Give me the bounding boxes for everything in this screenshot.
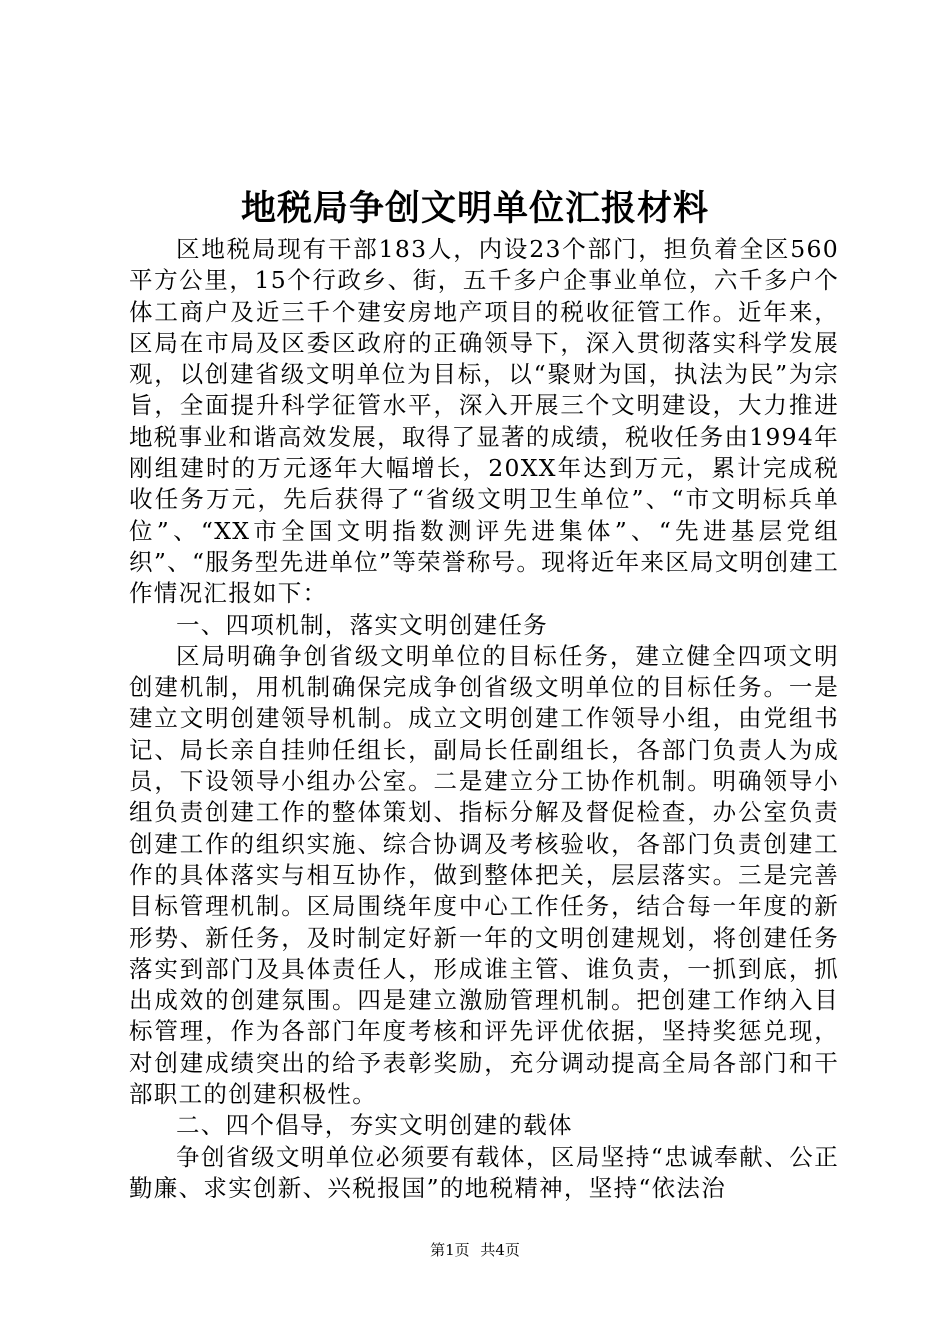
section-heading: 一、四项机制，落实文明创建任务 [176, 610, 548, 639]
body-paragraph: 争创省级文明单位必须要有载体，区局坚持“忠诚奉献、公正勤廉、求实创新、兴税报国”的地税精神，坚持“依法治 [129, 1142, 839, 1202]
body-paragraph: 区地税局现有干部183人，内设23个部门，担负着全区560平方公里，15个行政乡、街，五千多户企事业单位，六千多户个体工商户及近三千个建安房地产项目的税收征管工作。近年来，区局在市局及区委区政府的正确领导下，深入贯彻落实科学发展观，以创建省级文明单位为目标，以“聚财为国，执法为民”为宗旨，全面提升科学征管水平，深入开展三个文明建设，大力推进地税事业和谐高效发展，取得了显著的成绩，税收任务由1994年刚组建时的万元逐年大幅增长，20XX年达到万元，累计完成税收任务万元，先后获得了“省级文明卫生单位”、“市文明标兵单位”、“XX市全国文明指数测评先进集体”、“先进基层党组织”、“服务型先进单位”等荣誉称号。现将近年来区局文明创建工作情况汇报如下： [129, 235, 839, 608]
page-total: 共4页 [480, 1241, 520, 1259]
document-title: 地税局争创文明单位汇报材料 [240, 188, 709, 229]
document-body [129, 234, 839, 1204]
section-heading: 二、四个倡导，夯实文明创建的载体 [176, 1111, 573, 1140]
body-paragraph: 区局明确争创省级文明单位的目标任务，建立健全四项文明创建机制，用机制确保完成争创省级文明单位的目标任务。一是建立文明创建领导机制。成立文明创建工作领导小组，由党组书记、局长亲自挂帅任组长，副局长任副组长，各部门负责人为成员，下设领导小组办公室。二是建立分工协作机制。明确领导小组负责创建工作的整体策划、指标分解及督促检查，办公室负责创建工作的组织实施、综合协调及考核验收，各部门负责创建工作的具体落实与相互协作，做到整体把关，层层落实。三是完善目标管理机制。区局围绕年度中心工作任务，结合每一年度的新形势、新任务，及时制定好新一年的文明创建规划，将创建任务落实到部门及具体责任人，形成谁主管、谁负责，一抓到底，抓出成效的创建氛围。四是建立激励管理机制。把创建工作纳入目标管理，作为各部门年度考核和评先评优依据，坚持奖惩兑现，对创建成绩突出的给予表彰奖励，充分调动提高全局各部门和干部职工的创建积极性。 [129, 641, 839, 1109]
page-footer [0, 1239, 950, 1261]
page-number: 第1页 [430, 1241, 470, 1259]
